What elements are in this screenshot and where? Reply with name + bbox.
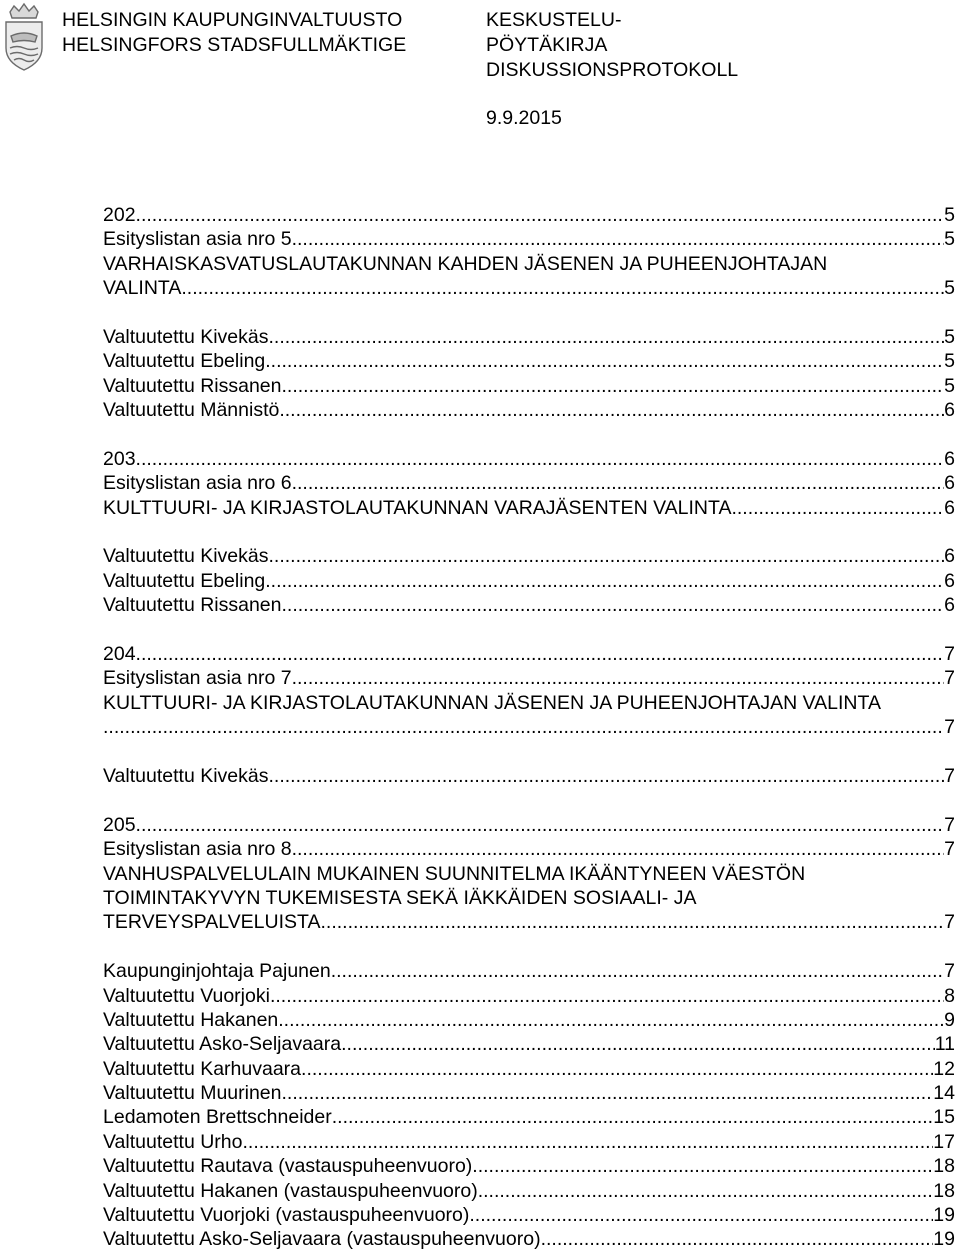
toc-dot-leader — [292, 471, 945, 495]
toc-page-number: 6 — [944, 447, 955, 470]
toc-dot-leader — [279, 398, 944, 422]
toc-dot-leader — [278, 1008, 944, 1032]
toc-spacer — [103, 935, 955, 959]
document-type-line-1: KESKUSTELU- — [486, 9, 622, 31]
toc-page-number: 15 — [933, 1106, 955, 1129]
toc-entry[interactable] — [103, 886, 955, 910]
toc-entry[interactable] — [103, 1154, 955, 1178]
toc-entry-title: 203 — [103, 447, 136, 470]
toc-entry[interactable] — [103, 276, 955, 300]
toc-entry-title: TOIMINTAKYVYN TUKEMISESTA SEKÄ IÄKKÄIDEN SOSIAALI- JA — [103, 886, 697, 909]
toc-entry-title: 202 — [103, 204, 136, 226]
toc-entry[interactable] — [103, 349, 955, 373]
toc-entry-title: Valtuutettu Ebeling — [103, 569, 266, 592]
toc-spacer — [103, 740, 955, 764]
toc-entry[interactable] — [103, 447, 955, 471]
toc-dot-leader — [136, 447, 945, 471]
toc-dot-leader — [472, 1154, 933, 1178]
toc-entry[interactable] — [103, 959, 955, 983]
toc-page-number: 7 — [944, 960, 955, 983]
organization-name-swedish: HELSINGFORS STADSFULLMÄKTIGE — [62, 34, 407, 56]
toc-entry[interactable] — [103, 496, 955, 520]
toc-page-number: 6 — [944, 399, 955, 422]
toc-entry[interactable] — [103, 1008, 955, 1032]
toc-page-number: 6 — [944, 569, 955, 592]
toc-entry-title: KULTTUURI- JA KIRJASTOLAUTAKUNNAN JÄSENEN JA PUHEENJOHTAJAN VALINTA — [103, 691, 881, 714]
toc-dot-leader — [136, 642, 945, 666]
document-type — [486, 8, 738, 83]
toc-entry[interactable] — [103, 862, 955, 886]
toc-page-number: 18 — [933, 1179, 955, 1202]
toc-dot-leader — [331, 959, 944, 983]
toc-entry[interactable] — [103, 910, 955, 934]
toc-entry[interactable] — [103, 1105, 955, 1129]
toc-entry[interactable] — [103, 544, 955, 568]
organization-name-finnish: HELSINGIN KAUPUNGINVALTUUSTO — [62, 9, 403, 31]
toc-entry-title: Valtuutettu Rissanen — [103, 594, 282, 617]
toc-entry[interactable] — [103, 374, 955, 398]
toc-entry-title: Valtuutettu Asko-Seljavaara (vastauspuheenvuoro) — [103, 1228, 541, 1251]
toc-dot-leader — [292, 837, 945, 861]
toc-entry[interactable] — [103, 227, 955, 251]
toc-page-number: 14 — [933, 1082, 955, 1105]
toc-entry-title: VARHAISKASVATUSLAUTAKUNNAN KAHDEN JÄSENEN JA PUHEENJOHTAJAN — [103, 252, 828, 275]
toc-page-number: 6 — [944, 472, 955, 495]
toc-dot-leader — [282, 1081, 934, 1105]
toc-entry-title: Valtuutettu Ebeling — [103, 350, 266, 373]
toc-entry-title: Valtuutettu Kivekäs — [103, 545, 269, 568]
toc-dot-leader — [469, 1203, 933, 1227]
toc-dot-leader — [268, 764, 944, 788]
toc-entry-title: Ledamoten Brettschneider — [103, 1106, 332, 1129]
toc-entry[interactable] — [103, 325, 955, 349]
toc-entry-title: Valtuutettu Kivekäs — [103, 764, 269, 787]
toc-dot-leader — [731, 496, 944, 520]
toc-page-number: 7 — [944, 716, 955, 739]
toc-dot-leader — [268, 544, 944, 568]
toc-entry[interactable] — [103, 398, 955, 422]
toc-dot-leader — [301, 1057, 933, 1081]
toc-page-number: 5 — [944, 374, 955, 397]
toc-entry-title: KULTTUURI- JA KIRJASTOLAUTAKUNNAN VARAJÄSENTEN VALINTA — [103, 496, 732, 519]
toc-page-number: 7 — [944, 911, 955, 934]
toc-entry[interactable] — [103, 813, 955, 837]
toc-entry[interactable] — [103, 715, 955, 739]
toc-entry-title: 204 — [103, 643, 136, 666]
toc-dot-leader — [265, 349, 944, 373]
toc-spacer — [103, 301, 955, 325]
toc-dot-leader — [136, 203, 945, 227]
toc-page-number: 7 — [944, 838, 955, 861]
toc-spacer — [103, 423, 955, 447]
toc-page-number: 9 — [944, 1008, 955, 1031]
toc-entry-title: Kaupunginjohtaja Pajunen — [103, 960, 331, 983]
toc-page-number: 7 — [944, 667, 955, 690]
toc-entry[interactable] — [103, 1227, 955, 1251]
toc-page-number: 8 — [944, 984, 955, 1007]
toc-entry[interactable] — [103, 1179, 955, 1203]
toc-page-number: 6 — [944, 545, 955, 568]
toc-page-number: 7 — [944, 764, 955, 787]
toc-entry-title: Valtuutettu Urho — [103, 1130, 243, 1153]
toc-entry-title: Valtuutettu Karhuvaara — [103, 1057, 302, 1080]
toc-page-number: 19 — [933, 1204, 955, 1227]
toc-entry-title: Valtuutettu Männistö — [103, 399, 280, 422]
toc-entry-title: Valtuutettu Rissanen — [103, 374, 282, 397]
toc-entry[interactable] — [103, 984, 955, 1008]
toc-entry-title: 205 — [103, 813, 136, 836]
toc-page-number: 5 — [944, 228, 955, 251]
document-type-line-3: DISKUSSIONSPROTOKOLL — [486, 59, 739, 81]
toc-page-number: 7 — [944, 813, 955, 836]
toc-dot-leader — [292, 227, 945, 251]
toc-page-number: 17 — [933, 1130, 955, 1153]
toc-page-number: 11 — [934, 1033, 955, 1056]
toc-page-number: 6 — [944, 496, 955, 519]
toc-dot-leader — [320, 910, 944, 934]
toc-page-number: 19 — [933, 1228, 955, 1251]
toc-page-number: 5 — [944, 204, 955, 226]
toc-dot-leader — [181, 276, 944, 300]
toc-entry[interactable] — [103, 1032, 955, 1056]
toc-dot-leader — [270, 984, 944, 1008]
toc-dot-leader — [282, 593, 945, 617]
toc-entry[interactable] — [103, 764, 955, 788]
toc-entry-title: Valtuutettu Rautava (vastauspuheenvuoro) — [103, 1155, 473, 1178]
helsinki-crest-logo — [2, 2, 46, 72]
toc-dot-leader — [292, 666, 945, 690]
toc-entry-title: Valtuutettu Hakanen (vastauspuheenvuoro) — [103, 1179, 478, 1202]
organization-name — [62, 8, 406, 58]
toc-entry-title: Valtuutettu Vuorjoki — [103, 984, 270, 1007]
toc-entry-title: Valtuutettu Muurinen — [103, 1082, 282, 1105]
table-of-contents — [103, 203, 955, 1252]
toc-entry-title: Esityslistan asia nro 5 — [103, 228, 292, 251]
toc-dot-leader — [242, 1130, 933, 1154]
toc-entry[interactable] — [103, 252, 955, 276]
toc-entry-title: VALINTA — [103, 277, 182, 300]
toc-spacer — [103, 618, 955, 642]
toc-page-number: 6 — [944, 594, 955, 617]
toc-page-number: 12 — [933, 1057, 955, 1080]
toc-dot-leader — [268, 325, 944, 349]
toc-entry-title: Valtuutettu Hakanen — [103, 1008, 279, 1031]
document-type-line-2: PÖYTÄKIRJA — [486, 34, 608, 56]
toc-page-number: 5 — [944, 325, 955, 348]
toc-entry[interactable] — [103, 691, 955, 715]
toc-entry-title: VANHUSPALVELULAIN MUKAINEN SUUNNITELMA IKÄÄNTYNEEN VÄESTÖN — [103, 862, 806, 885]
toc-page-number: 7 — [944, 643, 955, 666]
toc-entry[interactable] — [103, 203, 955, 227]
toc-entry-title: TERVEYSPALVELUISTA — [103, 911, 321, 934]
toc-dot-leader — [478, 1179, 934, 1203]
toc-dot-leader — [541, 1227, 934, 1251]
toc-entry[interactable] — [103, 837, 955, 861]
document-date: 9.9.2015 — [486, 107, 562, 129]
toc-page-number: 18 — [933, 1155, 955, 1178]
toc-dot-leader — [332, 1105, 934, 1129]
toc-spacer — [103, 788, 955, 812]
toc-entry[interactable] — [103, 1130, 955, 1154]
toc-entry-title: Valtuutettu Asko-Seljavaara — [103, 1033, 342, 1056]
toc-entry[interactable] — [103, 1081, 955, 1105]
toc-entry[interactable] — [103, 666, 955, 690]
toc-dot-leader — [103, 715, 944, 739]
toc-dot-leader — [282, 374, 945, 398]
toc-page-number: 5 — [944, 350, 955, 373]
toc-dot-leader — [341, 1032, 935, 1056]
toc-page-number: 5 — [944, 277, 955, 300]
toc-entry[interactable] — [103, 593, 955, 617]
toc-entry-title: Esityslistan asia nro 6 — [103, 472, 292, 495]
toc-spacer — [103, 520, 955, 544]
toc-entry-title: Esityslistan asia nro 8 — [103, 838, 292, 861]
toc-dot-leader — [136, 813, 945, 837]
toc-dot-leader — [265, 569, 944, 593]
toc-entry[interactable] — [103, 1057, 955, 1081]
toc-entry[interactable] — [103, 569, 955, 593]
toc-entry[interactable] — [103, 642, 955, 666]
toc-entry-title: Valtuutettu Kivekäs — [103, 325, 269, 348]
toc-entry-title: Valtuutettu Vuorjoki (vastauspuheenvuoro) — [103, 1204, 470, 1227]
toc-entry[interactable] — [103, 471, 955, 495]
toc-entry[interactable] — [103, 1203, 955, 1227]
toc-entry-title: Esityslistan asia nro 7 — [103, 667, 292, 690]
